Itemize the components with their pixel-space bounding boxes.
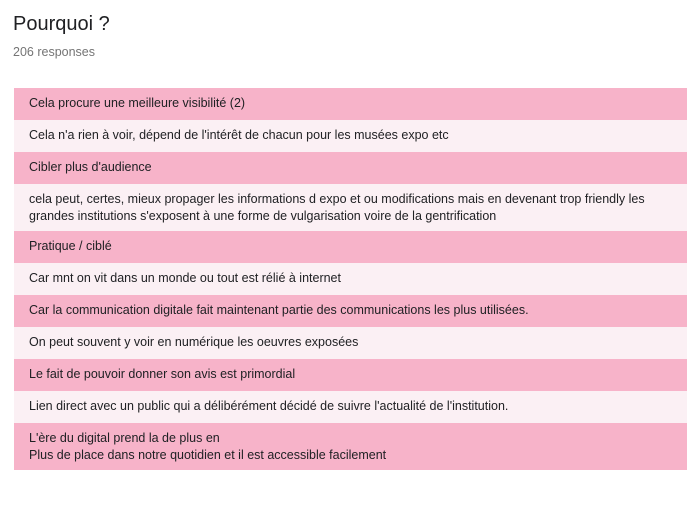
response-item: Lien direct avec un public qui a délibérément décidé de suivre l'actualité de l'institution. bbox=[14, 391, 687, 423]
question-title: Pourquoi ? bbox=[13, 13, 110, 35]
response-item: Cela n'a rien à voir, dépend de l'intérêt de chacun pour les musées expo etc bbox=[14, 120, 687, 152]
response-item: L'ère du digital prend la de plus en Plus de place dans notre quotidien et il est accessible facilement bbox=[14, 423, 687, 470]
question-header bbox=[13, 12, 110, 60]
response-item: On peut souvent y voir en numérique les oeuvres exposées bbox=[14, 327, 687, 359]
response-item: Car la communication digitale fait maintenant partie des communications les plus utilisées. bbox=[14, 295, 687, 327]
response-item: Le fait de pouvoir donner son avis est primordial bbox=[14, 359, 687, 391]
response-item: Cela procure une meilleure visibilité (2) bbox=[14, 88, 687, 120]
response-item: Cibler plus d'audience bbox=[14, 152, 687, 184]
response-item: Car mnt on vit dans un monde ou tout est rélié à internet bbox=[14, 263, 687, 295]
responses-list bbox=[14, 88, 687, 470]
response-item: cela peut, certes, mieux propager les informations d expo et ou modifications mais en devenant trop friendly les grandes institutions s'exposent à une forme de vulgarisation voire de la gentrification bbox=[14, 184, 687, 231]
response-item: Pratique / ciblé bbox=[14, 231, 687, 263]
response-count: 206 responses bbox=[13, 45, 96, 59]
